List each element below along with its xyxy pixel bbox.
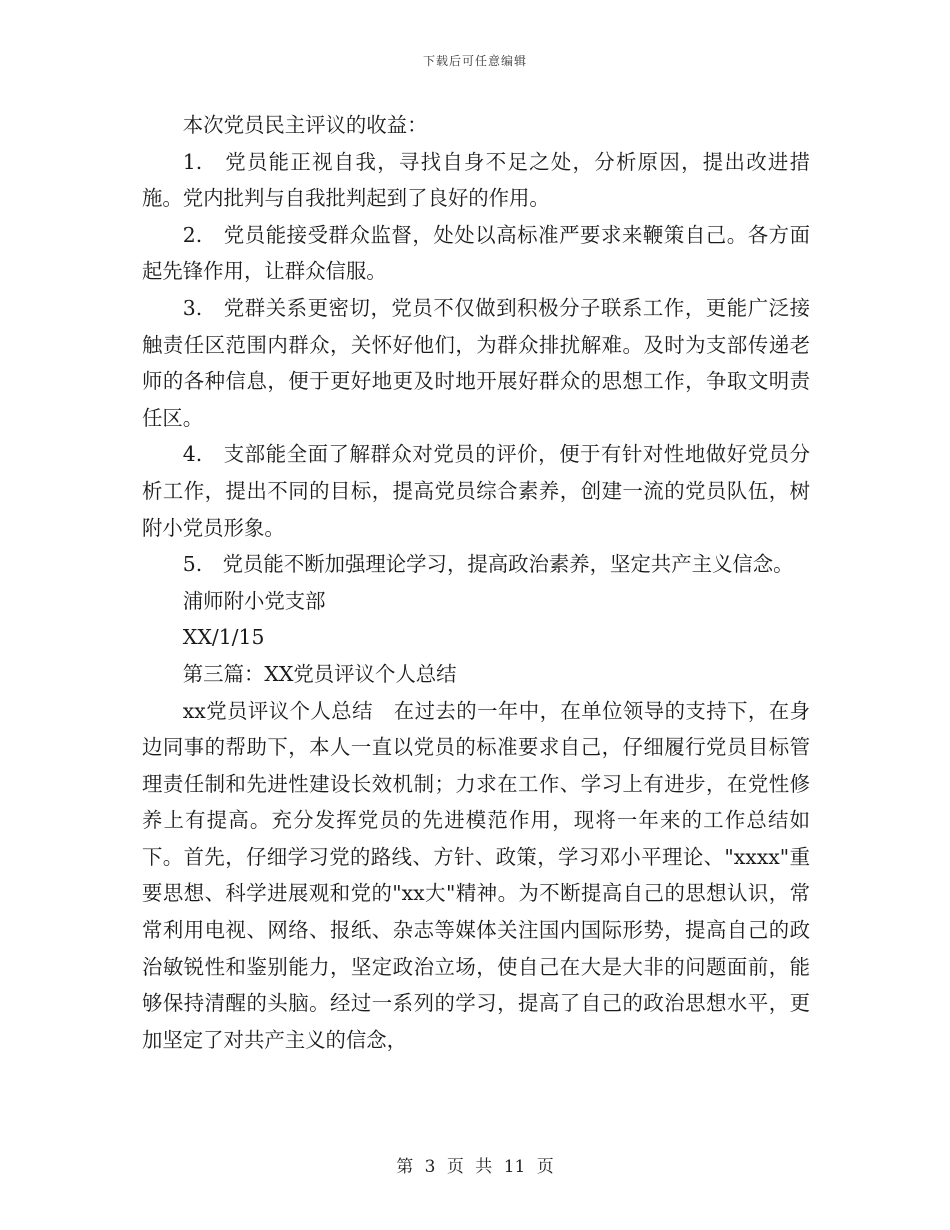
page-footer: 第 3 页 共 11 页	[396, 1157, 554, 1177]
section-intro: 本次党员民主评议的收益：	[182, 113, 428, 137]
list-item-2: 2. 党员能接受群众监督，处处以高标准严要求来鞭策自己。各方面起先锋作用，让群众信服。	[142, 222, 810, 284]
section-title: 第三篇：XX党员评议个人总结	[182, 661, 457, 686]
document-body	[142, 107, 810, 1058]
signature-date: XX/1/15	[182, 625, 265, 650]
summary-paragraph: xx党员评议个人总结 在过去的一年中，在单位领导的支持下，在身边同事的帮助下，本人一直以党员的标准要求自己，仔细履行党员目标管理责任制和先进性建设长效机制；力求在工作、学习上有进步，在党性修养上有提高。充分发挥党员的先进模范作用，现将一年来的工作总结如下。首先，仔细学习党的路线、方针、政策，学习邓小平理论、"xxxx"重要思想、科学进展观和党的"xx大"精神。为不断提高自己的思想认识，常常利用电视、网络、报纸、杂志等媒体关注国内国际形势，提高自己的政治敏锐性和鉴别能力，坚定政治立场，使自己在大是大非的问题面前，能够保持清醒的头脑。经过一系列的学习，提高了自己的政治思想水平，更加坚定了对共产主义的信念，	[142, 698, 810, 1052]
list-item-5: 5. 党员能不断加强理论学习，提高政治素养，坚定共产主义信念。	[182, 552, 794, 577]
list-item-1: 1. 党员能正视自我，寻找自身不足之处，分析原因，提出改进措施。党内批判与自我批判起到了良好的作用。	[142, 149, 810, 211]
signature-org: 浦师附小党支部	[182, 588, 326, 613]
list-item-3: 3. 党群关系更密切，党员不仅做到积极分子联系工作，更能广泛接触责任区范围内群众，关怀好他们，为群众排扰解难。及时为支部传递老师的各种信息，便于更好地更及时地开展好群众的思想工作，争取文明责任区。	[142, 295, 810, 430]
list-item-4: 4. 支部能全面了解群众对党员的评价，便于有针对性地做好党员分析工作，提出不同的目标，提高党员综合素养，创建一流的党员队伍，树附小党员形象。	[142, 442, 810, 540]
page-header: 下载后可任意编辑	[422, 54, 527, 68]
